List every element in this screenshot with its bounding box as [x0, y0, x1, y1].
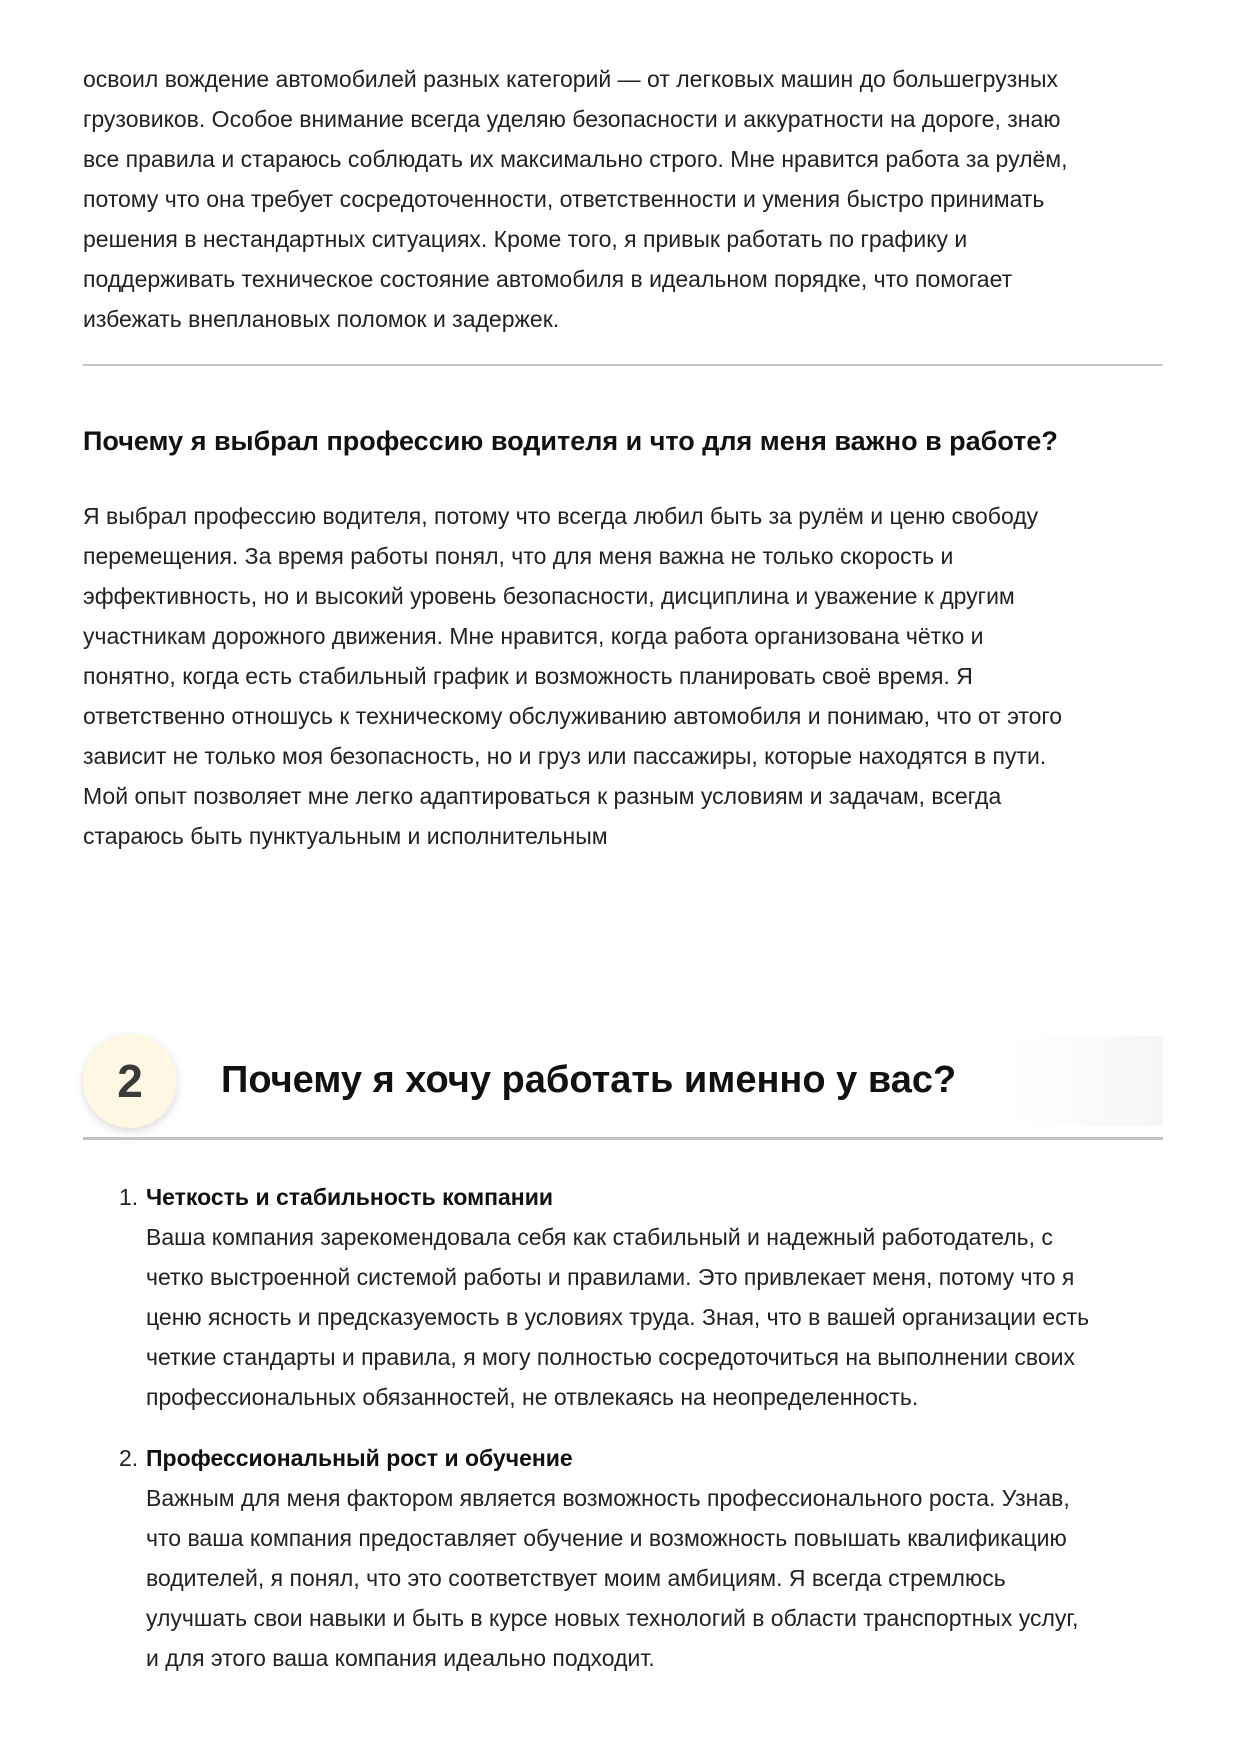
list-item-line: водителей, я понял, что это соответствует моим амбициям. Я всегда стремлюсь [146, 1565, 1006, 1591]
answer-line: перемещения. За время работы понял, что для меня важна не только скорость и [83, 543, 954, 569]
intro-line: поддерживать техническое состояние автомобиля в идеальном порядке, что помогает [83, 266, 1013, 292]
answer-line: Мой опыт позволяет мне легко адаптироваться к разным условиям и задачам, всегда [83, 783, 1002, 809]
intro-line: все правила и стараюсь соблюдать их максимально строго. Мне нравится работа за рулём, [83, 146, 1068, 172]
list-item-line: профессиональных обязанностей, не отвлекаясь на неопределенность. [146, 1384, 919, 1410]
section-number-badge: 2 [83, 1034, 177, 1128]
list-item-line: ценю ясность и предсказуемость в условиях труда. Зная, что в вашей организации есть [146, 1304, 1090, 1330]
list-item-title: Профессиональный рост и обучение [146, 1445, 573, 1471]
question-answer [83, 496, 1163, 856]
list-item-line: улучшать свои навыки и быть в курсе новых технологий в области транспортных услуг, [146, 1605, 1079, 1631]
question-heading: Почему я выбрал профессию водителя и что для меня важно в работе? [83, 426, 1058, 456]
list-item-title: Четкость и стабильность компании [146, 1184, 553, 1210]
list-item-line: что ваша компания предоставляет обучение и возможность повышать квалификацию [146, 1525, 1067, 1551]
list-item-number: 2. [119, 1445, 139, 1471]
reasons-list [83, 1177, 1163, 1699]
intro-line: грузовиков. Особое внимание всегда уделяю безопасности и аккуратности на дороге, знаю [83, 106, 1061, 132]
list-item-line: четко выстроенной системой работы и правилами. Это привлекает меня, потому что я [146, 1264, 1075, 1290]
list-item [83, 1177, 1163, 1417]
section-header [83, 1034, 1163, 1134]
list-item-line: Важным для меня фактором является возможность профессионального роста. Узнав, [146, 1485, 1070, 1511]
intro-line: избежать внеплановых поломок и задержек. [83, 306, 560, 332]
answer-line: эффективность, но и высокий уровень безопасности, дисциплина и уважение к другим [83, 583, 1015, 609]
list-item-number: 1. [119, 1184, 139, 1210]
answer-line: зависит не только моя безопасность, но и груз или пассажиры, которые находятся в пути. [83, 743, 1047, 769]
intro-line: решения в нестандартных ситуациях. Кроме того, я привык работать по графику и [83, 226, 968, 252]
answer-line: понятно, когда есть стабильный график и возможность планировать своё время. Я [83, 663, 973, 689]
section-title: Почему я хочу работать именно у вас? [221, 1059, 957, 1101]
list-item-line: Ваша компания зарекомендовала себя как стабильный и надежный работодатель, с [146, 1224, 1053, 1250]
intro-paragraph [83, 59, 1163, 339]
answer-line: Я выбрал профессию водителя, потому что всегда любил быть за рулём и ценю свободу [83, 503, 1039, 529]
list-item-line: четкие стандарты и правила, я могу полностью сосредоточиться на выполнении своих [146, 1344, 1075, 1370]
intro-line: потому что она требует сосредоточенности, ответственности и умения быстро принимать [83, 186, 1045, 212]
divider [83, 364, 1163, 366]
list-item-line: и для этого ваша компания идеально подходит. [146, 1645, 655, 1671]
list-item [83, 1438, 1163, 1678]
section-divider [83, 1137, 1163, 1140]
answer-line: участникам дорожного движения. Мне нравится, когда работа организована чётко и [83, 623, 984, 649]
answer-line: стараюсь быть пунктуальным и исполнительным [83, 823, 608, 849]
intro-line: освоил вождение автомобилей разных категорий — от легковых машин до большегрузных [83, 66, 1058, 92]
answer-line: ответственно отношусь к техническому обслуживанию автомобиля и понимаю, что от этого [83, 703, 1063, 729]
